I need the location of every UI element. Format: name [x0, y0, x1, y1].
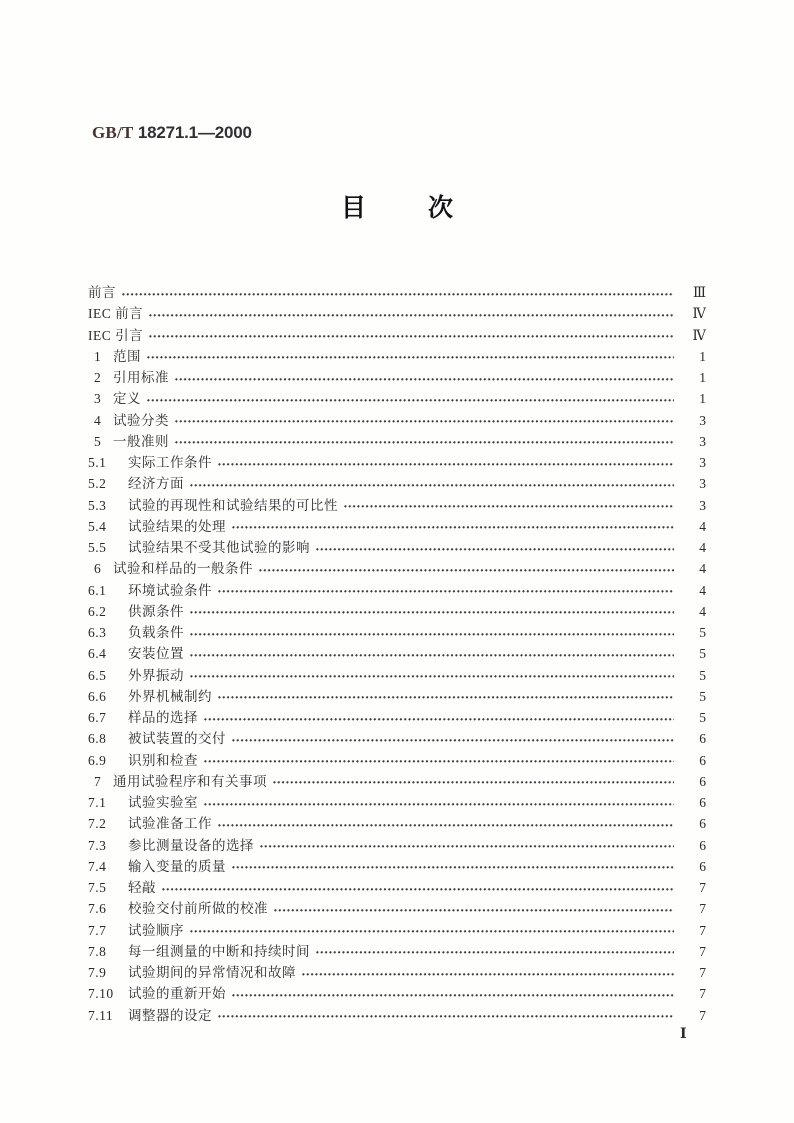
toc-entry-page: 6 [699, 837, 706, 853]
toc-entry [88, 388, 706, 409]
toc-entry-number: 5.2 [88, 476, 107, 492]
toc-entry-number: 6.3 [88, 625, 107, 640]
toc-entry-page: 3 [699, 455, 706, 470]
toc-entry-title: 样品的选择 [128, 710, 198, 725]
toc-entry [88, 728, 706, 749]
toc-entry-title: 试验分类 [113, 412, 169, 428]
toc-entry-page: 7 [699, 922, 706, 938]
toc-entry-title: 范围 [113, 348, 141, 364]
toc-entry [88, 537, 706, 558]
toc-entry [88, 601, 706, 622]
dot-leader [302, 973, 674, 977]
toc-entry-page: 4 [699, 582, 706, 598]
toc-entry [88, 558, 706, 579]
toc-entry-page: Ⅳ [692, 306, 706, 322]
toc-entry-number: 6.1 [88, 582, 107, 598]
toc-entry-number: 5.3 [88, 497, 107, 513]
toc-entry-page: 4 [699, 561, 706, 577]
toc-entry [88, 771, 706, 792]
dot-leader [259, 569, 674, 573]
toc-entry-title: 外界机械制约 [128, 688, 212, 704]
toc-entry-page: Ⅲ [692, 285, 706, 300]
toc-entry [88, 750, 706, 771]
toc-entry-title: 试验实验室 [128, 795, 198, 810]
toc-entry-number: 7.8 [88, 943, 107, 959]
toc-entry-title: 试验结果不受其他试验的影响 [128, 540, 310, 555]
toc-entry-page: 6 [699, 731, 706, 747]
toc-entry-number: 6.6 [88, 688, 107, 704]
toc-entry [88, 792, 706, 813]
toc-entry-page: 7 [699, 1007, 706, 1023]
dot-leader [232, 739, 674, 743]
toc-entry [88, 898, 706, 919]
toc-entry-page: 4 [699, 518, 706, 534]
dot-leader [218, 590, 674, 594]
dot-leader [232, 526, 674, 530]
toc-entry-number: 5 [94, 433, 102, 449]
toc-entry-number: 7.5 [88, 880, 107, 895]
toc-entry-title: IEC 引言 [88, 327, 144, 343]
toc-entry-title: 输入变量的质量 [128, 858, 226, 874]
table-of-contents [88, 282, 706, 1026]
toc-entry-number: 1 [94, 348, 102, 364]
toc-entry-title: 识别和检查 [128, 752, 198, 768]
toc-entry-page: 1 [699, 370, 706, 385]
dot-leader [190, 930, 674, 934]
toc-entry-title: 试验和样品的一般条件 [113, 561, 253, 577]
dot-leader [274, 909, 674, 913]
dot-leader [232, 866, 674, 870]
toc-entry [88, 813, 706, 834]
dot-leader [204, 718, 674, 722]
dot-leader [190, 611, 674, 615]
dot-leader [344, 505, 674, 509]
toc-entry-page: 6 [699, 752, 706, 768]
toc-entry-number: 6.9 [88, 752, 107, 768]
toc-entry-title: 前言 [88, 285, 116, 300]
toc-entry-title: 调整器的设定 [128, 1007, 212, 1023]
toc-entry-number: 7.11 [88, 1007, 114, 1023]
standard-prefix: GB/T [92, 123, 134, 142]
dot-leader [147, 356, 674, 360]
dot-leader [175, 420, 674, 424]
dot-leader [218, 824, 674, 828]
dot-leader [273, 781, 674, 785]
toc-entry-title: 定义 [113, 391, 141, 407]
toc-entry-title: 试验期间的异常情况和故障 [128, 965, 296, 980]
toc-entry-title: 试验的重新开始 [128, 986, 226, 1002]
toc-entry-number: 6.2 [88, 603, 107, 619]
toc-entry-number: 7.4 [88, 858, 107, 874]
toc-entry-page: 7 [699, 943, 706, 959]
dot-leader [190, 633, 674, 637]
toc-entry-title: 被试装置的交付 [128, 731, 226, 747]
toc-entry-number: 5.4 [88, 518, 107, 534]
toc-entry-title: 环境试验条件 [128, 582, 212, 598]
toc-entry [88, 707, 706, 728]
toc-entry-title: 每一组测量的中断和持续时间 [128, 943, 310, 959]
dot-leader [190, 675, 674, 679]
toc-entry-title: 试验结果的处理 [128, 518, 226, 534]
toc-entry [88, 495, 706, 516]
toc-entry-page: 3 [699, 476, 706, 492]
toc-entry-page: 5 [699, 688, 706, 704]
dot-leader [175, 378, 674, 382]
toc-entry [88, 856, 706, 877]
toc-entry [88, 303, 706, 324]
toc-entry-page: 3 [699, 412, 706, 428]
dot-leader [218, 696, 674, 700]
toc-entry-title: 试验准备工作 [128, 816, 212, 832]
toc-entry-number: 6 [94, 561, 102, 577]
toc-entry-page: 6 [699, 795, 706, 810]
toc-entry-page: 3 [699, 497, 706, 513]
toc-entry [88, 516, 706, 537]
dot-leader [218, 463, 674, 467]
toc-entry-number: 6.7 [88, 710, 107, 725]
toc-entry-page: 4 [699, 603, 706, 619]
toc-entry-number: 6.8 [88, 731, 107, 747]
toc-entry-page: Ⅳ [692, 327, 706, 343]
toc-entry-title: 通用试验程序和有关事项 [113, 773, 267, 789]
toc-entry-number: 7.6 [88, 901, 107, 917]
toc-entry-number: 5.5 [88, 540, 107, 555]
toc-entry [88, 473, 706, 494]
dot-leader [122, 293, 674, 297]
toc-entry-number: 7.3 [88, 837, 107, 853]
dot-leader [149, 314, 674, 318]
standard-code: 18271.1—2000 [137, 123, 252, 142]
toc-entry-page: 7 [699, 986, 706, 1002]
toc-entry-number: 6.4 [88, 646, 107, 662]
toc-entry [88, 835, 706, 856]
toc-entry-title: 试验的再现性和试验结果的可比性 [128, 497, 338, 513]
dot-leader [232, 994, 674, 998]
toc-entry-number: 7.1 [88, 795, 107, 810]
toc-entry [88, 983, 706, 1004]
toc-entry-number: 7.9 [88, 965, 107, 980]
toc-entry-number: 6.5 [88, 667, 107, 683]
toc-entry-title: 试验顺序 [128, 922, 184, 938]
dot-leader [162, 888, 674, 892]
toc-entry-title: 供源条件 [128, 603, 184, 619]
toc-entry [88, 920, 706, 941]
dot-leader [190, 654, 674, 658]
toc-entry-number: 7.10 [88, 986, 114, 1002]
toc-entry-page: 7 [699, 901, 706, 917]
toc-entry [88, 665, 706, 686]
toc-entry-title: 实际工作条件 [128, 455, 212, 470]
toc-entry-number: 7 [94, 773, 102, 789]
toc-entry-number: 4 [94, 412, 102, 428]
toc-entry [88, 346, 706, 367]
toc-entry-number: 7.2 [88, 816, 107, 832]
toc-entry-page: 1 [699, 391, 706, 407]
toc-entry [88, 580, 706, 601]
toc-entry [88, 410, 706, 431]
toc-entry-number: 5.1 [88, 455, 107, 470]
toc-entry [88, 452, 706, 473]
dot-leader [190, 484, 674, 488]
toc-entry-title: 引用标准 [113, 370, 169, 385]
toc-entry-title: 外界振动 [128, 667, 184, 683]
toc-entry-title: 负载条件 [128, 625, 184, 640]
toc-entry [88, 1005, 706, 1026]
toc-entry-page: 6 [699, 858, 706, 874]
dot-leader [204, 760, 674, 764]
toc-entry-page: 6 [699, 773, 706, 789]
dot-leader [204, 803, 674, 807]
dot-leader [149, 335, 674, 339]
toc-entry-number: 3 [94, 391, 102, 407]
toc-entry-page: 6 [699, 816, 706, 832]
toc-entry-page: 5 [699, 667, 706, 683]
toc-entry [88, 622, 706, 643]
toc-entry-page: 7 [699, 965, 706, 980]
toc-entry-title: 校验交付前所做的校准 [128, 901, 268, 917]
toc-entry-page: 5 [699, 625, 706, 640]
page-title: 目次 [340, 195, 515, 222]
toc-entry [88, 643, 706, 664]
toc-entry-title: 一般准则 [113, 433, 169, 449]
toc-entry-page: 3 [699, 433, 706, 449]
dot-leader [147, 399, 674, 403]
folio-page-number: Ⅰ [680, 1027, 687, 1042]
dot-leader [316, 548, 674, 552]
toc-entry-page: 7 [699, 880, 706, 895]
dot-leader [316, 951, 674, 955]
toc-entry-page: 1 [699, 348, 706, 364]
toc-entry-page: 4 [699, 540, 706, 555]
toc-entry [88, 431, 706, 452]
toc-entry [88, 941, 706, 962]
dot-leader [260, 845, 674, 849]
toc-entry-page: 5 [699, 710, 706, 725]
toc-entry-title: 经济方面 [128, 476, 184, 492]
toc-entry [88, 367, 706, 388]
toc-entry-title: IEC 前言 [88, 306, 144, 322]
toc-entry-number: 7.7 [88, 922, 107, 938]
dot-leader [175, 441, 674, 445]
toc-entry-number: 2 [94, 370, 102, 385]
standard-number-header [92, 123, 252, 143]
toc-entry [88, 877, 706, 898]
toc-entry [88, 686, 706, 707]
toc-entry [88, 282, 706, 303]
toc-entry-title: 轻敲 [128, 880, 156, 895]
toc-entry [88, 325, 706, 346]
toc-entry-title: 参比测量设备的选择 [128, 837, 254, 853]
toc-entry-page: 5 [699, 646, 706, 662]
toc-entry [88, 962, 706, 983]
dot-leader [218, 1015, 674, 1019]
toc-entry-title: 安装位置 [128, 646, 184, 662]
